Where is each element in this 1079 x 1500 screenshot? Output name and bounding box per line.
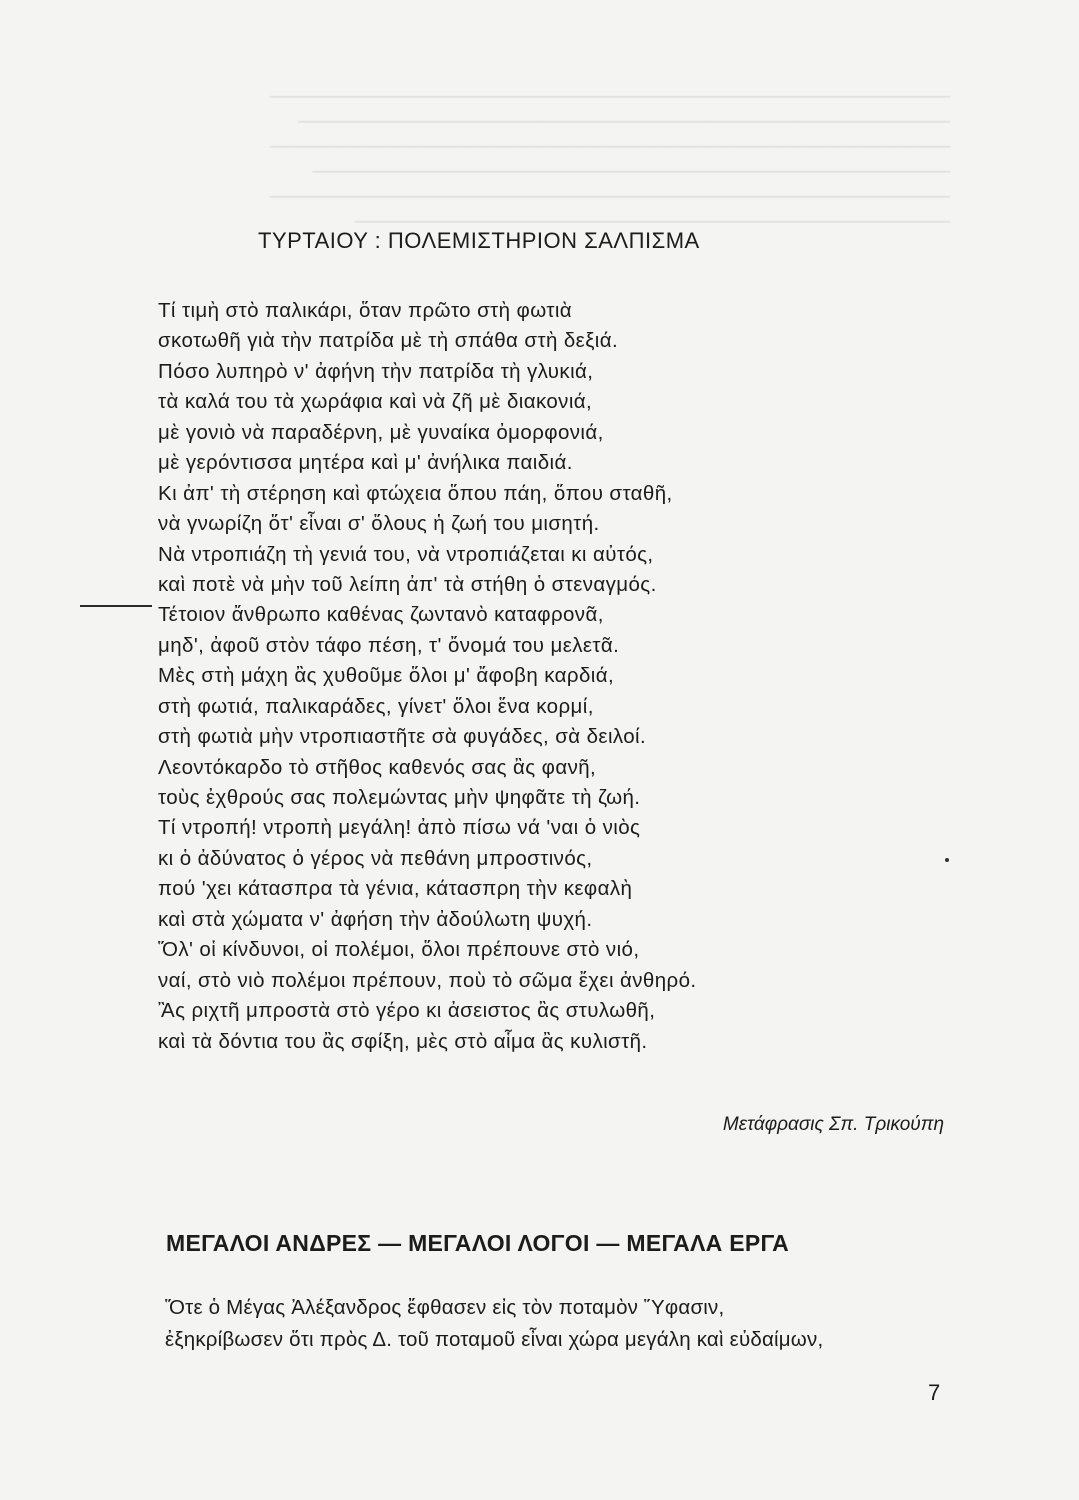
prose-line: Ὅτε ὁ Μέγας Ἀλέξανδρος ἔφθασεν εἰς τὸν ποταμὸν Ὕφασιν, — [165, 1296, 725, 1319]
poem-line: πού 'χει κάτασπρα τὰ γένια, κάτασπρη τὴν κεφαλὴ — [158, 877, 633, 901]
poem-line: Τέτοιον ἄνθρωπο καθένας ζωντανὸ καταφρονᾶ, — [158, 603, 604, 627]
translator-credit: Μετάφρασις Σπ. Τρικούπη — [722, 1114, 944, 1135]
poem-line: μὲ γονιὸ νὰ παραδέρνη, μὲ γυναίκα ὀμορφονιά, — [158, 420, 604, 444]
prose-body — [165, 1292, 945, 1356]
poem-line: τοὺς ἐχθρούς σας πολεμώντας μὴν ψηφᾶτε τὴ ζωή. — [158, 786, 641, 809]
poem-line: Ὅλ' οἱ κίνδυνοι, οἱ πολέμοι, ὅλοι πρέπουνε στὸ νιό, — [158, 938, 640, 962]
poem-line: Ἂς ριχτῆ μπροστὰ στὸ γέρο κι ἀσειστος ἂς στυλωθῆ, — [158, 999, 656, 1023]
poem-line: καὶ ποτὲ νὰ μὴν τοῦ λείπη ἀπ' τὰ στήθη ὁ στεναγμός. — [158, 572, 657, 596]
poem-line: κι ὁ ἀδύνατος ὁ γέρος νὰ πεθάνη μπροστινός, — [158, 846, 593, 870]
poem-line: καὶ τὰ δόντια του ἂς σφίξη, μὲς στὸ αἷμα ἂς κυλιστῆ. — [158, 1029, 648, 1053]
poem-line: τὰ καλά του τὰ χωράφια καὶ νὰ ζῆ μὲ διακονιά, — [158, 390, 593, 414]
poem-line: Τί ντροπή! ντροπὴ μεγάλη! ἀπὸ πίσω νά 'ναι ὁ νιὸς — [158, 816, 641, 840]
poem-line: Τί τιμὴ στὸ παλικάρι, ὅταν πρῶτο στὴ φωτιὰ — [158, 299, 573, 322]
poem-line: Πόσο λυπηρὸ ν' ἀφήνη τὴν πατρίδα τὴ γλυκιά, — [158, 359, 594, 383]
section-heading: ΜΕΓΑΛΟΙ ΑΝΔΡΕΣ — ΜΕΓΑΛΟΙ ΛΟΓΟΙ — ΜΕΓΑΛΑ ΕΡΓΑ — [166, 1230, 790, 1256]
poem-title: ΤΥΡΤΑΙΟΥ : ΠΟΛΕΜΙΣΤΗΡΙΟΝ ΣΑΛΠΙΣΜΑ — [258, 228, 700, 253]
margin-dot-mark — [945, 858, 949, 862]
poem-line: στὴ φωτιά, παλικαράδες, γίνετ' ὅλοι ἕνα κορμί, — [158, 694, 594, 718]
reverse-page-bleed-through: ──────────────────────────────────────────────── ────────────────────────────────────────────── ──────────────────────────────────────────────── ───────────────────────────────────────────── ──────────────────────────────────────────────── ────────────────────────────────────────── — [269, 86, 950, 233]
poem-line: σκοτωθῆ γιὰ τὴν πατρίδα μὲ τὴ σπάθα στὴ δεξιά. — [158, 329, 619, 353]
poem-line: νὰ γνωρίζη ὅτ' εἶναι σ' ὅλους ἡ ζωή του μισητή. — [158, 512, 600, 536]
poem-line: Νὰ ντροπιάζη τὴ γενιά του, νὰ ντροπιάζεται κι αὐτός, — [158, 542, 654, 566]
poem-line: Κι ἀπ' τὴ στέρηση καὶ φτώχεια ὅπου πάη, ὅπου σταθῆ, — [158, 481, 673, 505]
poem-line: καὶ στὰ χώματα ν' ἀφήση τὴν ἀδούλωτη ψυχή. — [158, 907, 593, 931]
poem-line: Λεοντόκαρδο τὸ στῆθος καθενός σας ἂς φανῆ, — [158, 755, 597, 779]
poem-line: Μὲς στὴ μάχη ἂς χυθοῦμε ὅλοι μ' ἄφοβη καρδιά, — [158, 664, 615, 688]
poem-line: μὲ γερόντισσα μητέρα καὶ μ' ἀνήλικα παιδιά. — [158, 451, 573, 475]
poem-line: στὴ φωτιὰ μὴν ντροπιαστῆτε σὰ φυγάδες, σὰ δειλοί. — [158, 725, 647, 749]
poem-line: μηδ', ἀφοῦ στὸν τάφο πέση, τ' ὄνομά του μελετᾶ. — [158, 633, 620, 657]
prose-line: ἐξηκρίβωσεν ὅτι πρὸς Δ. τοῦ ποταμοῦ εἶναι χώρα μεγάλη καὶ εὐδαίμων, — [165, 1328, 824, 1351]
page-number: 7 — [928, 1380, 941, 1405]
margin-pen-mark — [80, 605, 152, 607]
poem-line: ναί, στὸ νιὸ πολέμοι πρέπουν, ποὺ τὸ σῶμα ἔχει ἀνθηρό. — [158, 968, 697, 992]
poem-body — [158, 296, 958, 1057]
